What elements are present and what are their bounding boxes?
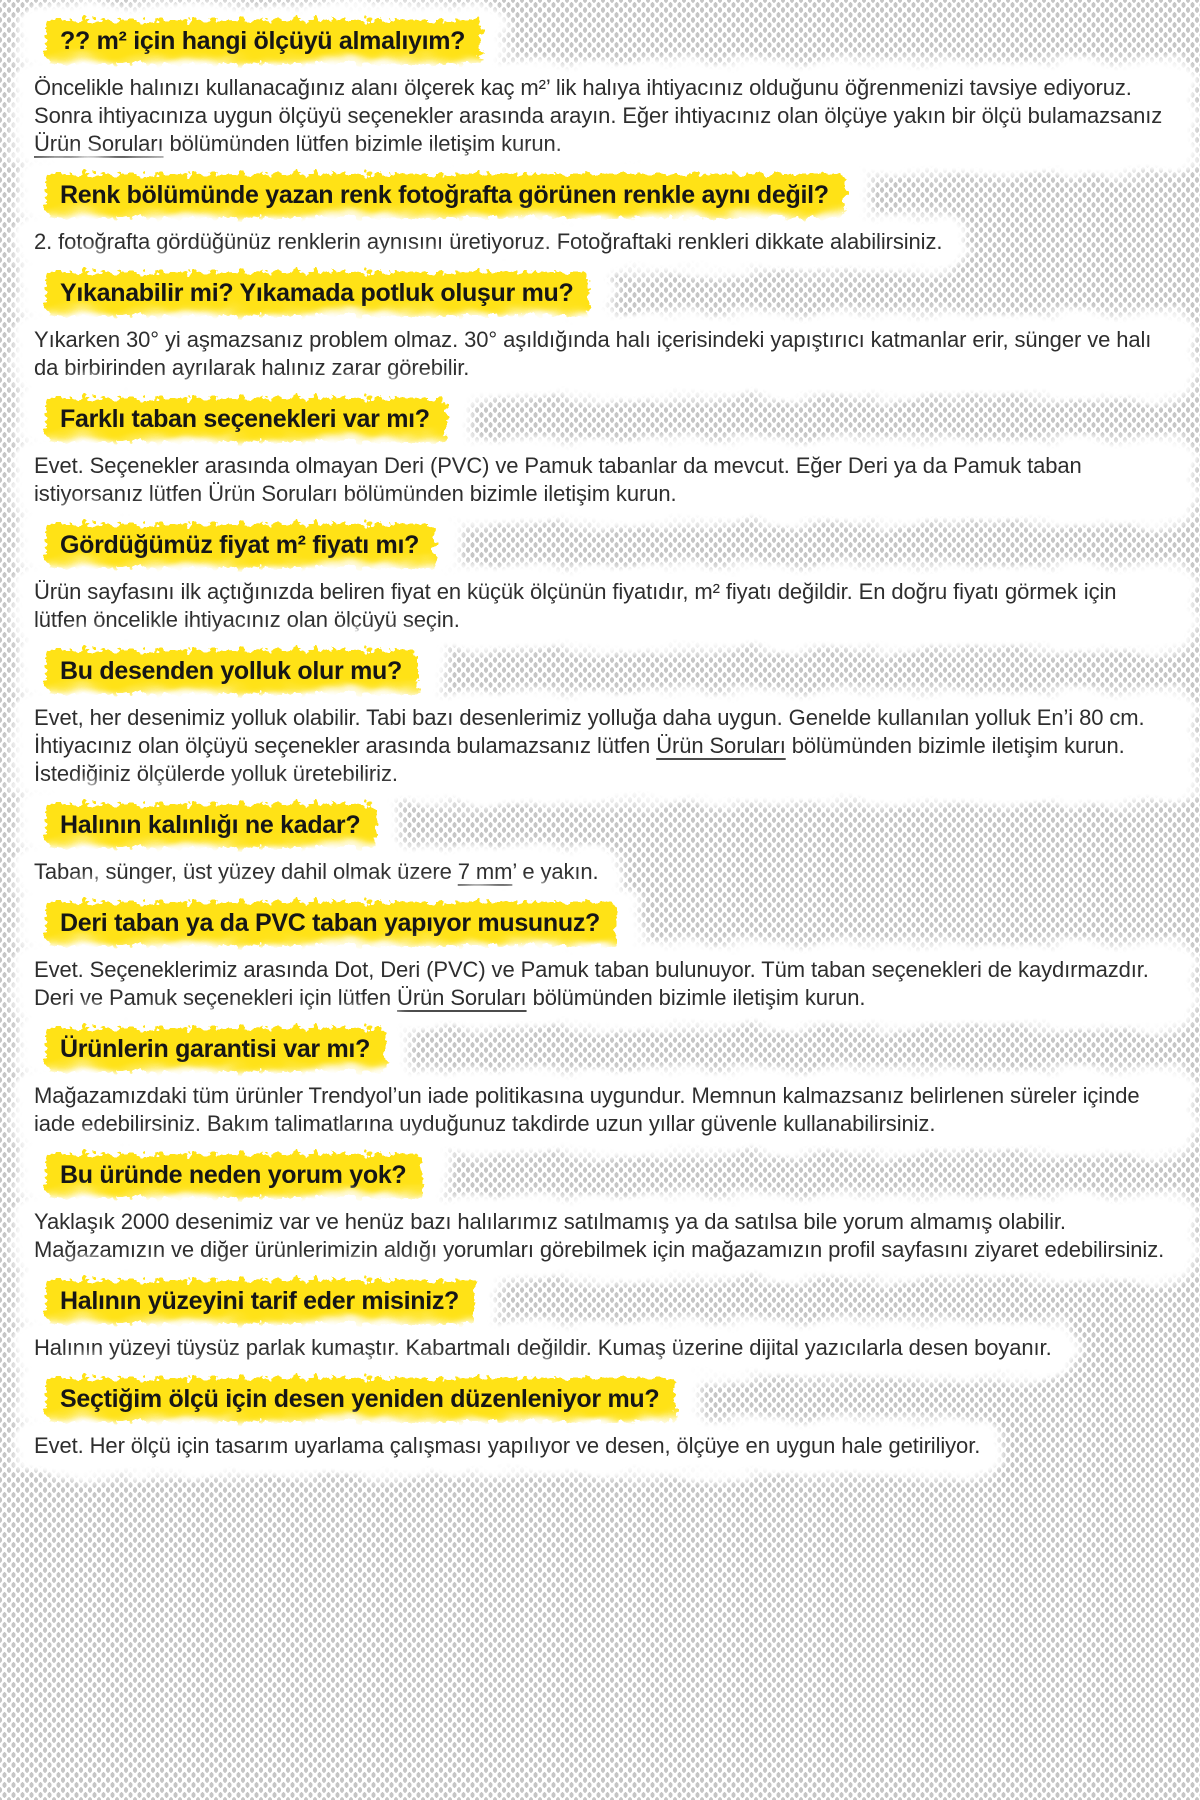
- answer-text: Evet, her desenimiz yolluk olabilir. Tabi bazı desenlerimiz yolluğa daha uygun. Genelde kullanılan yolluk En’i 80 cm. İhtiyacınız olan ölçüyü seçenekler arasında bulamazsanız lütfen: [34, 705, 1145, 758]
- faq-question: ?? m² için hangi ölçüyü almalıyım?: [60, 27, 466, 55]
- faq-question: Gördüğümüz fiyat m² fiyatı mı?: [60, 531, 420, 559]
- faq-item: [34, 650, 1174, 788]
- faq-item: [34, 1154, 1174, 1264]
- faq-answer: [34, 1208, 1174, 1264]
- faq-list: [34, 20, 1174, 1460]
- faq-answer: [34, 1334, 1052, 1362]
- faq-item: [34, 1378, 1174, 1460]
- answer-text: Yaklaşık 2000 desenimiz var ve henüz bazı halılarımız satılmamış ya da satılsa bile yorum almamış olabilir. Mağazamızın ve diğer ürünlerimizin aldığı yorumları görebilmek için mağazamızın profil sayfasını ziyaret edebilirsiniz.: [34, 1209, 1165, 1262]
- faq-question-highlight: [48, 1154, 418, 1196]
- answer-text: Evet. Her ölçü için tasarım uyarlama çalışması yapılıyor ve desen, ölçüye en uygun hale getiriliyor.: [34, 1433, 981, 1458]
- faq-question: Deri taban ya da PVC taban yapıyor musunuz?: [60, 909, 601, 937]
- answer-text: bölümünden bizimle iletişim kurun. İstediğiniz ölçülerde yolluk üretebiliriz.: [34, 733, 1125, 786]
- answer-text: Mağazamızdaki tüm ürünler Trendyol’un iade politikasına uygundur. Memnun kalmazsanız belirlenen süreler içinde iade edebilirsiniz. Bakım talimatlarına uyduğunuz takdirde uzun yıllar güvenle kullanabilirsiniz.: [34, 1083, 1140, 1136]
- faq-answer: [34, 326, 1174, 382]
- faq-question: Ürünlerin garantisi var mı?: [60, 1035, 371, 1063]
- faq-question: Halının yüzeyini tarif eder misiniz?: [60, 1287, 460, 1315]
- faq-question: Seçtiğim ölçü için desen yeniden düzenleniyor mu?: [60, 1385, 660, 1413]
- faq-question: Bu desenden yolluk olur mu?: [60, 657, 402, 685]
- faq-question-highlight: [48, 524, 431, 566]
- faq-answer: [34, 228, 942, 256]
- faq-question: Farklı taban seçenekleri var mı?: [60, 405, 430, 433]
- faq-question-highlight: [48, 398, 442, 440]
- faq-question-highlight: [48, 20, 477, 62]
- faq-question: Halının kalınlığı ne kadar?: [60, 811, 361, 839]
- faq-question: Bu üründe neden yorum yok?: [60, 1161, 407, 1189]
- faq-item: [34, 902, 1174, 1012]
- answer-text: Ürün sayfasını ilk açtığınızda beliren fiyat en küçük ölçünün fiyatıdır, m² fiyatı değildir. En doğru fiyatı görmek için lütfen öncelikle ihtiyacınız olan ölçüyü seçin.: [34, 579, 1117, 632]
- faq-question: Renk bölümünde yazan renk fotoğrafta görünen renkle aynı değil?: [60, 181, 829, 209]
- answer-text: Evet. Seçeneklerimiz arasında Dot, Deri (PVC) ve Pamuk taban bulunuyor. Tüm taban seçenekleri de kaydırmazdır. Deri ve Pamuk seçenekleri için lütfen: [34, 957, 1149, 1010]
- answer-text: bölümünden lütfen bizimle iletişim kurun.: [163, 131, 562, 156]
- answer-text: Taban, sünger, üst yüzey dahil olmak üzere: [34, 859, 458, 884]
- urun-sorulari-link[interactable]: Ürün Soruları: [397, 985, 527, 1010]
- faq-item: [34, 804, 1174, 886]
- urun-sorulari-link[interactable]: Ürün Soruları: [34, 131, 164, 156]
- answer-text: Yıkarken 30° yi aşmazsanız problem olmaz. 30° aşıldığında halı içerisindeki yapıştırıcı katmanlar erir, sünger ve halı da birbirinden ayrılarak halınız zarar görebilir.: [34, 327, 1152, 380]
- faq-question-highlight: [48, 1378, 671, 1420]
- faq-item: [34, 398, 1174, 508]
- faq-question-highlight: [48, 804, 372, 846]
- answer-text: Öncelikle halınızı kullanacağınız alanı ölçerek kaç m²’ lik halıya ihtiyacınız olduğunu öğrenmenizi tavsiye ediyoruz. Sonra ihtiyacınıza uygun ölçüyü seçenekler arasında arayın. Eğer ihtiyacınız olan ölçüye yakın bir ölçü bulamazsanız: [34, 75, 1163, 128]
- underlined-value: 7 mm: [457, 859, 513, 884]
- urun-sorulari-link[interactable]: Ürün Soruları: [656, 733, 786, 758]
- faq-question-highlight: [48, 174, 841, 216]
- answer-text: 2. fotoğrafta gördüğünüz renklerin aynısını üretiyoruz. Fotoğraftaki renkleri dikkate alabilirsiniz.: [34, 229, 943, 254]
- faq-item: [34, 1028, 1174, 1138]
- faq-question-highlight: [48, 272, 585, 314]
- faq-question-highlight: [48, 1280, 471, 1322]
- faq-answer: [34, 1082, 1174, 1138]
- faq-question-highlight: [48, 1028, 382, 1070]
- faq-question-highlight: [48, 902, 612, 944]
- answer-text: Halının yüzeyi tüysüz parlak kumaştır. Kabartmalı değildir. Kumaş üzerine dijital yazıcılarla desen boyanır.: [34, 1335, 1052, 1360]
- faq-answer: [34, 858, 599, 886]
- answer-text: bölümünden bizimle iletişim kurun.: [526, 985, 866, 1010]
- faq-item: [34, 524, 1174, 634]
- faq-item: [34, 174, 1174, 256]
- faq-item: [34, 272, 1174, 382]
- faq-answer: [34, 578, 1174, 634]
- faq-answer: [34, 1432, 980, 1460]
- faq-item: [34, 1280, 1174, 1362]
- faq-question-highlight: [48, 650, 414, 692]
- faq-answer: [34, 956, 1174, 1012]
- faq-answer: [34, 452, 1174, 508]
- faq-item: [34, 20, 1174, 158]
- faq-answer: [34, 74, 1174, 158]
- faq-question: Yıkanabilir mi? Yıkamada potluk oluşur mu?: [60, 279, 574, 307]
- faq-answer: [34, 704, 1174, 788]
- answer-text: ’ e yakın.: [512, 859, 599, 884]
- answer-text: Evet. Seçenekler arasında olmayan Deri (PVC) ve Pamuk tabanlar da mevcut. Eğer Deri ya da Pamuk taban istiyorsanız lütfen Ürün Soruları bölümünden bizimle iletişim kurun.: [34, 453, 1082, 506]
